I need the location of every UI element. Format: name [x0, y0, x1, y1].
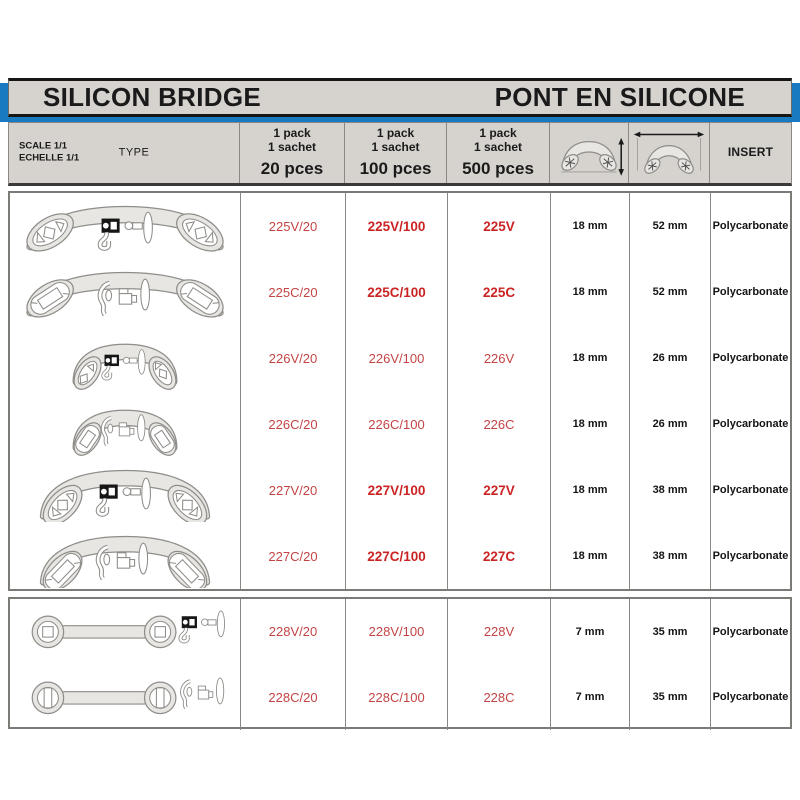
header-cell-pack-500 [446, 123, 549, 183]
code-227v: 227V [483, 482, 515, 498]
code-227v-100: 227V/100 [367, 482, 426, 498]
drawing-slot [10, 599, 240, 664]
code-225c-20: 225C/20 [268, 284, 318, 300]
code-228c-100: 228C/100 [368, 689, 425, 705]
code-226c: 226C [483, 416, 515, 432]
code-225c-100: 225C/100 [367, 284, 426, 300]
bridge-width-measure-icon [631, 127, 707, 179]
code-227c: 227C [482, 548, 516, 564]
bridge-drawing-228c [10, 666, 240, 729]
code-227c-20: 227C/20 [268, 548, 318, 564]
pack20-line2: 1 sachet [267, 140, 317, 155]
code-225v-100: 225V/100 [367, 218, 426, 234]
pack100-column [345, 193, 447, 589]
catalog-section-2 [8, 597, 792, 729]
insert-value: Polycarbonate [712, 691, 789, 704]
height-value: 7 mm [575, 691, 605, 704]
code-225v-20: 225V/20 [268, 218, 318, 234]
table-header-row [8, 122, 792, 186]
drawing-slot [10, 664, 240, 729]
title-bar [8, 78, 792, 117]
width-value: 35 mm [652, 691, 688, 704]
width-value: 35 mm [652, 625, 688, 638]
scale-label-en: SCALE 1/1 [19, 140, 68, 152]
pack500-qty: 500 pces [462, 159, 534, 179]
width-value: 26 mm [652, 418, 688, 430]
width-value: 52 mm [652, 220, 688, 232]
header-cell-insert [709, 123, 791, 183]
header-cell-pack-20 [239, 123, 344, 183]
bridge-drawing-226v [10, 326, 240, 389]
scale-label [19, 141, 79, 166]
bridge-drawing-225v [10, 194, 240, 257]
drawing-slot [10, 193, 240, 259]
code-228v-100: 228V/100 [368, 624, 425, 640]
code-226c-20: 226C/20 [268, 416, 318, 432]
pack100-column [345, 599, 447, 730]
bridge-height-measure-icon [553, 127, 625, 179]
code-226c-100: 226C/100 [368, 416, 425, 432]
bridge-drawing-225c [10, 260, 240, 323]
code-226v: 226V [483, 350, 515, 366]
height-value: 18 mm [572, 418, 608, 430]
insert-column [710, 193, 790, 589]
insert-value: Polycarbonate [712, 625, 789, 638]
pack20-line1: 1 pack [273, 126, 311, 141]
header-cell-height [549, 123, 628, 183]
height-column [550, 193, 629, 589]
pack20-column [240, 193, 345, 589]
insert-value: Polycarbonate [712, 418, 789, 430]
height-value: 18 mm [572, 220, 608, 232]
pack500-line2: 1 sachet [473, 140, 523, 155]
code-225c: 225C [482, 284, 516, 300]
pack20-qty: 20 pces [260, 159, 324, 179]
width-value: 52 mm [652, 286, 688, 298]
page-title-en: SILICON BRIDGE [43, 82, 261, 112]
width-value: 38 mm [652, 550, 688, 562]
page-title-fr: PONT EN SILICONE [494, 82, 745, 112]
insert-value: Polycarbonate [712, 484, 789, 496]
insert-value: Polycarbonate [712, 550, 789, 562]
catalog-section-1 [8, 191, 792, 591]
insert-column-label: INSERT [727, 145, 774, 160]
width-column [629, 599, 710, 730]
header-cell-type [9, 123, 239, 183]
pack500-column [447, 193, 550, 589]
type-drawings-column [10, 193, 240, 589]
drawing-slot [10, 391, 240, 457]
insert-value: Polycarbonate [712, 352, 789, 364]
type-drawings-column [10, 599, 240, 730]
bridge-drawing-228v [10, 600, 240, 663]
insert-column [710, 599, 790, 730]
code-228c: 228C [483, 689, 515, 705]
width-value: 26 mm [652, 352, 688, 364]
code-228v: 228V [483, 624, 515, 640]
height-value: 18 mm [572, 352, 608, 364]
pack100-line2: 1 sachet [371, 140, 420, 155]
height-value: 7 mm [575, 625, 605, 638]
height-value: 18 mm [572, 550, 608, 562]
code-225v: 225V [483, 218, 515, 234]
width-value: 38 mm [652, 484, 688, 496]
pack500-line1: 1 pack [479, 126, 517, 141]
pack20-column [240, 599, 345, 730]
type-column-label: TYPE [118, 146, 150, 159]
bridge-drawing-227v [10, 458, 240, 521]
drawing-slot [10, 325, 240, 391]
drawing-slot [10, 457, 240, 523]
code-228c-20: 228C/20 [268, 689, 318, 705]
height-value: 18 mm [572, 484, 608, 496]
width-column [629, 193, 710, 589]
drawing-slot [10, 523, 240, 589]
pack100-qty: 100 pces [359, 159, 432, 179]
code-228v-20: 228V/20 [268, 624, 318, 640]
code-226v-100: 226V/100 [368, 350, 425, 366]
header-cell-pack-100 [344, 123, 446, 183]
bridge-drawing-227c [10, 524, 240, 587]
code-227v-20: 227V/20 [268, 482, 318, 498]
height-column [550, 599, 629, 730]
pack500-column [447, 599, 550, 730]
drawing-slot [10, 259, 240, 325]
pack100-line1: 1 pack [376, 126, 415, 141]
height-value: 18 mm [572, 286, 608, 298]
code-227c-100: 227C/100 [367, 548, 426, 564]
header-cell-width [628, 123, 709, 183]
scale-label-fr: ECHELLE 1/1 [19, 153, 80, 164]
bridge-drawing-226c [10, 392, 240, 455]
code-226v-20: 226V/20 [268, 350, 318, 366]
insert-value: Polycarbonate [712, 220, 789, 232]
insert-value: Polycarbonate [712, 286, 789, 298]
